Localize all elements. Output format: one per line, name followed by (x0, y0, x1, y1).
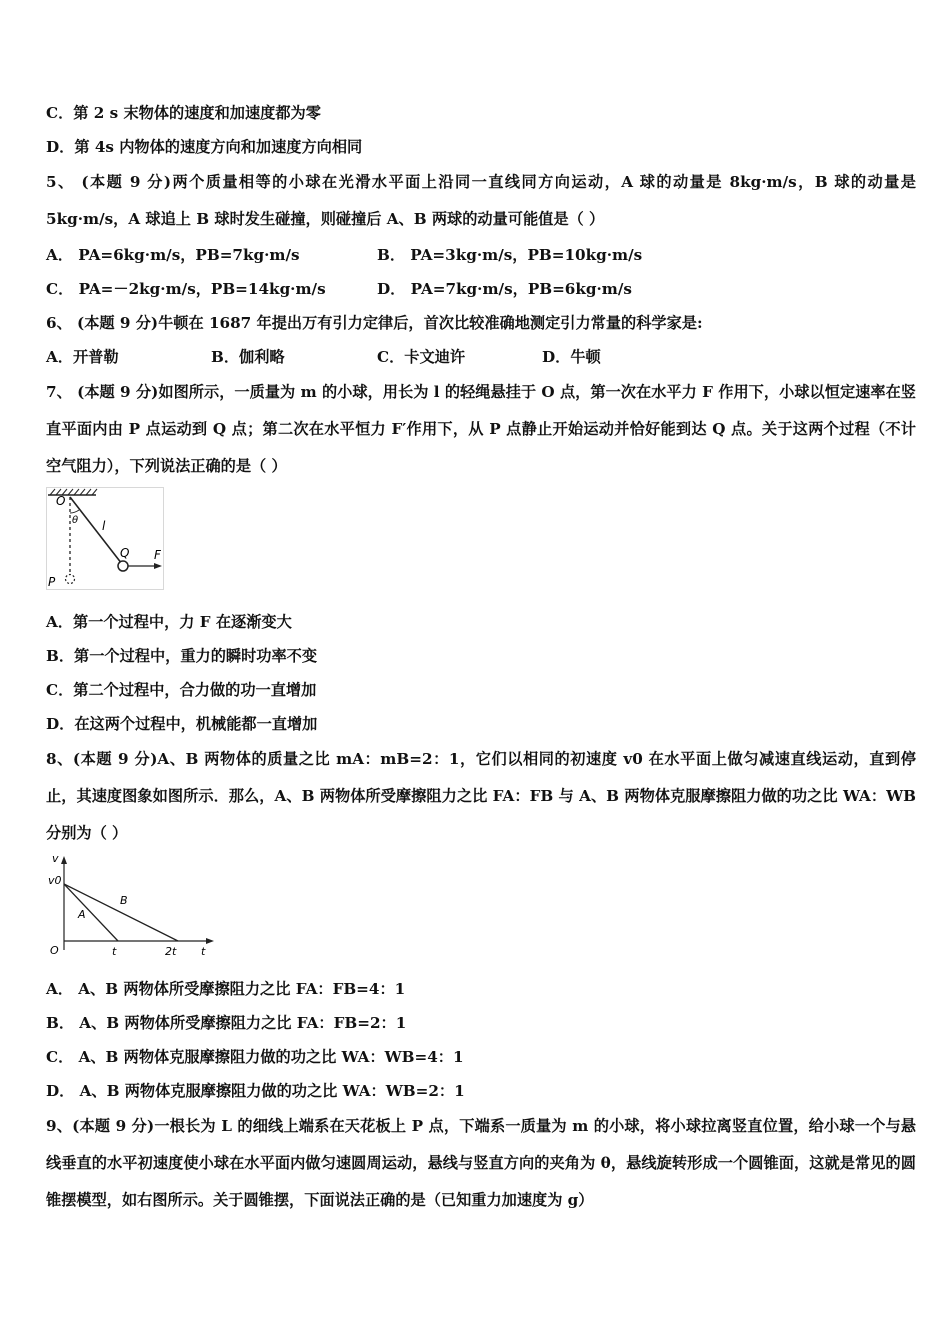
label-t-axis: t (201, 945, 206, 958)
q5-option-c[interactable]: C． PA=－2kg·m/s，PB=14kg·m/s (46, 280, 326, 298)
line-a (64, 884, 118, 941)
q9-stem: 9、(本题 9 分)一根长为 L 的细线上端系在天花板上 P 点，下端系一质量为 m 的小球，将小球拉离竖直位置，给小球一个与悬线垂直的水平初速度使小球在水平面内做匀速圆周运动，悬线与竖直方向的夹角为 θ，悬线旋转形成一个圆锥面，这就是常见的圆锥摆模型，如右图所示。关于圆锥摆，下面说法正确的是（已知重力加速度为 g） (46, 1117, 916, 1209)
q8-stem: 8、(本题 9 分)A、B 两物体的质量之比 mA：mB=2：1，它们以相同的初速度 v0 在水平面上做匀减速直线运动，直到停止，其速度图象如图所示．那么，A、B 两物体所受摩擦阻力之比 FA：FB 与 A、B 两物体克服摩擦阻力做的功之比 WA：WB 分别为（ ） (46, 750, 916, 842)
label-f: F (154, 548, 161, 562)
label-t: t (112, 945, 117, 958)
q5-option-a[interactable]: A． PA=6kg·m/s，PB=7kg·m/s (46, 246, 300, 264)
v-axis-arrow (61, 856, 67, 864)
pendulum-diagram (46, 487, 166, 591)
label-b: B (120, 894, 128, 907)
q7-pendulum-figure (46, 487, 916, 595)
label-q: Q (120, 546, 130, 560)
q8-option-c[interactable]: C． A、B 两物体克服摩擦阻力做的功之比 WA：WB=4：1 (46, 1048, 464, 1066)
q7-option-b[interactable]: B．第一个过程中，重力的瞬时功率不变 (46, 647, 318, 665)
theta-arc (70, 510, 79, 513)
q6-options-row (46, 340, 916, 374)
q8-option-d[interactable]: D． A、B 两物体克服摩擦阻力做的功之比 WA：WB=2：1 (46, 1082, 465, 1100)
q8-option-b[interactable]: B． A、B 两物体所受摩擦阻力之比 FA：FB=2：1 (46, 1014, 407, 1032)
q7-option-a[interactable]: A．第一个过程中，力 F 在逐渐变大 (46, 613, 292, 631)
force-arrow-head (154, 563, 162, 569)
q6-option-d[interactable]: D．牛顿 (542, 348, 601, 366)
q4-option-d[interactable]: D．第 4s 内物体的速度方向和加速度方向相同 (46, 138, 363, 156)
label-a: A (78, 908, 86, 921)
label-theta: θ (72, 515, 79, 526)
rope-l (70, 497, 122, 564)
q7-stem: 7、 (本题 9 分)如图所示，一质量为 m 的小球，用长为 l 的轻绳悬挂于 O 点，第一次在水平力 F 作用下，小球以恒定速率在竖直平面内由 P 点运动到 Q 点；第二次在水平恒力 F′作用下，从 P 点静止开始运动并恰好能到达 Q 点。关于这两个过程（不计空气阻力），下列说法正确的是（ ） (46, 383, 916, 475)
label-p: P (48, 575, 56, 589)
q6-option-b[interactable]: B．伽利略 (211, 348, 285, 366)
label-o: O (56, 494, 66, 508)
q8-velocity-graph (46, 854, 916, 962)
label-v: v (52, 854, 59, 865)
q5-stem: 5、 (本题 9 分)两个质量相等的小球在光滑水平面上沿同一直线同方向运动，A 球的动量是 8kg·m/s，B 球的动量是 5kg·m/s，A 球追上 B 球时发生碰撞，则碰撞后 A、B 两球的动量可能值是（ ） (46, 173, 916, 228)
velocity-time-graph (46, 854, 216, 958)
q7-option-d[interactable]: D．在这两个过程中，机械能都一直增加 (46, 715, 318, 733)
q5-option-b[interactable]: B． PA=3kg·m/s，PB=10kg·m/s (377, 246, 643, 264)
label-l: l (102, 519, 106, 533)
ball-q (118, 561, 128, 571)
q4-option-c[interactable]: C．第 2 s 末物体的速度和加速度都为零 (46, 104, 321, 122)
q6-stem: 6、 (本题 9 分)牛顿在 1687 年提出万有引力定律后，首次比较准确地测定引力常量的科学家是: (46, 314, 703, 332)
q6-option-c[interactable]: C．卡文迪许 (377, 348, 466, 366)
q7-option-c[interactable]: C．第二个过程中，合力做的功一直增加 (46, 681, 317, 699)
q5-options-row2 (46, 272, 916, 306)
q5-option-d[interactable]: D． PA=7kg·m/s，PB=6kg·m/s (377, 280, 632, 298)
label-2t: 2t (165, 945, 177, 958)
q6-option-a[interactable]: A．开普勒 (46, 348, 119, 366)
q8-option-a[interactable]: A． A、B 两物体所受摩擦阻力之比 FA：FB=4：1 (46, 980, 406, 998)
q5-options-row1 (46, 238, 916, 272)
label-origin: O (50, 944, 59, 957)
exam-page (46, 96, 916, 1219)
ball-p (66, 575, 75, 584)
label-v0: v0 (48, 874, 62, 887)
t-axis-arrow (206, 938, 214, 944)
